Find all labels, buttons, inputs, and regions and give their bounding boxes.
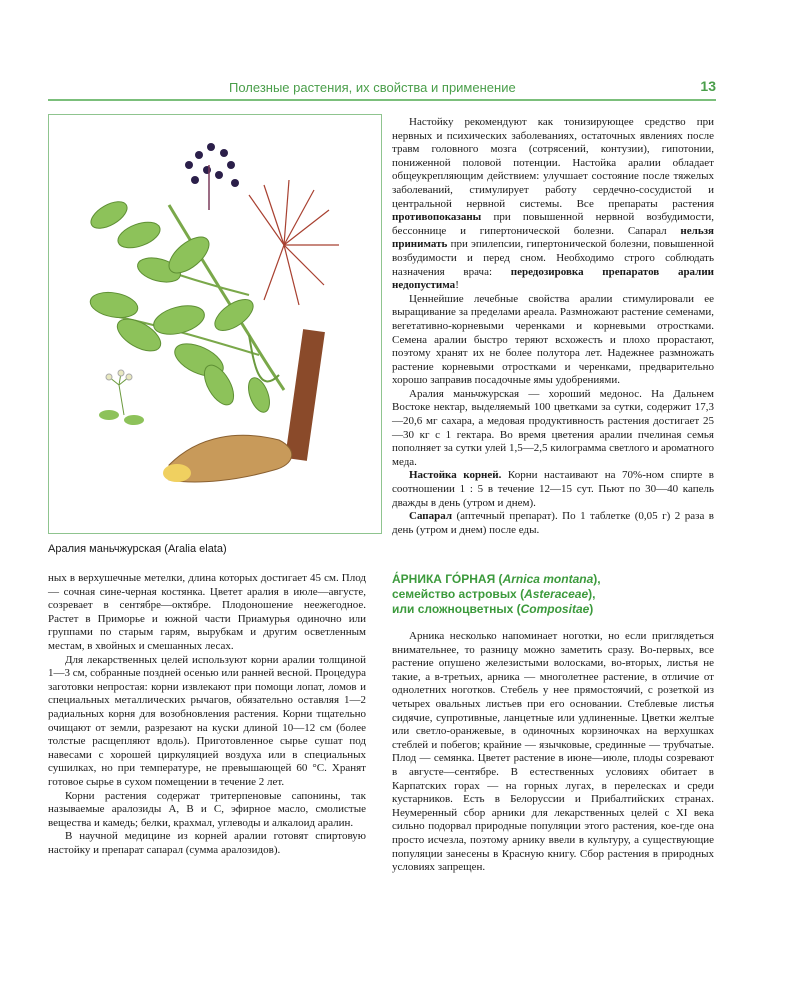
paragraph: Корни растения содержат тритерпеновые сапонины, так называемые аралозиды А, В и С, эфирное масло, смолистые вещества и камедь; белки, крахмал, углеводы и алкалоид аралин. <box>48 789 366 829</box>
header-rule <box>48 99 716 101</box>
right-column-top <box>392 116 714 537</box>
paragraph: Настойка корней. Корни настаивают на 70%-ном спирте в соотношении 1 : 5 в течение 12—15 сут. Пьют по 30—40 капель дважды в день (утром и днем). <box>392 469 714 509</box>
paragraph: Ценнейшие лечебные свойства аралии стимулировали ее выращивание за пределами ареала. Размножают растение семенами, вегетативно-корневыми черенками и корневыми отростками. Семена аралии быстро теряют всхожесть и плохо прорастают, поэтому хранят их не более полутора лет. Надежнее размножать растение корневыми отростками и черенками, предварительно хорошо заправив посадочные ямы удобрениями. <box>392 292 714 387</box>
aralia-illustration <box>48 114 382 534</box>
left-column <box>48 572 366 857</box>
paragraph: Настойку рекомендуют как тонизирующее средство при нервных и психических заболеваниях, остаточных явлениях после травм головного мозга (сотрясений, контузии), гипотонии, пониженной половой потенции. Настойка аралии обладает общеукрепляющим действием: улучшает состояние после тяжелых заболеваний, стимулирует работу сердечно-сосудистой и центральной нервной системы. Все препараты растения противопоказаны при повышенной нервной возбудимости, бессоннице и гипертонической болезни. Сапарал нельзя принимать при эпилепсии, гипертонической болезни, повышенной возбудимости и перед сном. Необходимо строго соблюдать назначения врача: передозировка препаратов аралии недопустима! <box>392 116 715 292</box>
paragraph: Для лекарственных целей используют корни аралии толщиной 1—3 см, собранные поздней осенью или ранней весной. Процедура заготовки непростая: корни извлекают при помощи лопат, ломов и специальных металлических рычагов, обязательно оставляя 1—2 радиальных корня для возобновления растения. Корни тщательно очищают от земли, разрезают на куски длиной 10—12 см (более толстые расщепляют вдоль). Приготовленное сырье сушат под навесами с хорошей циркуляцией воздуха или в специальных сушилках, но при температуре, не превышающей 60 °С. Хранят готовое сырье в сухом помещении в течение 2 лет. <box>48 653 367 788</box>
paragraph: В научной медицине из корней аралии готовят спиртовую настойку и препарат сапарал (сумма аралозидов). <box>48 830 366 856</box>
right-column-bottom <box>392 630 714 875</box>
paragraph: Арника несколько напоминает ноготки, но если приглядеться внимательнее, то разницу можно заметить сразу. Во-первых, все растение опушено железистыми волосками, во-вторых, листья не такие, а в-третьих, арника — многолетнее растение, в отличие от однолетних ноготков. Стебель у нее прямостоячий, с розеткой из четырех овальных листьев при его основании. Стеблевые листья сидячие, супротивные, ланцетные или удлиненные. Цветки желтые или светло-оранжевые, в одиночных корзиночках на верхушках стеблей и побегов; крайние — язычковые, срединные — трубчатые. Плод — семянка. Цветет растение в июне—июле, плоды созревают в августе—сентябре. В естественных условиях обитает в Карпатских горах — на горных лугах, в перелесках и среди кустарников. Есть в Белоруссии и Прибалтийских странах. Неумеренный сбор арники для лекарственных целей с XI века сильно подорвал природные популяции этого растения, кое-где она просто исчезла, поэтому арнику ввели в культуру, а существующие популяции занесены в Красную книгу. Сбор растения в природных условиях запрещен. <box>392 630 714 874</box>
paragraph: Аралия маньчжурская — хороший медонос. На Дальнем Востоке нектар, выделяемый 100 цветками за сутки, содержит 17,3—20,6 мг сахара, а медовая продуктивность растения достигает 25—30 кг с 1 гектара. Во время цветения аралии пчелиная семья пополняет за сутки улей 1,5—2,5 килограмма светлого и ароматного меда. <box>392 387 714 468</box>
section-heading-arnica: А́РНИКА ГО́РНАЯ (Arnica montana), семейство астровых (Asteraceae), или сложноцветных (Compositae) <box>392 572 601 616</box>
paragraph: Сапарал (аптечный препарат). По 1 таблетке (0,05 г) 2 раза в день (утром и днем) после еды. <box>392 510 715 536</box>
paragraph: ных в верхушечные метелки, длина которых достигает 45 см. Плод — сочная сине-черная костянка. Цветет аралия в июле—августе, созревает в сентябре—октябре. Плодоношение неежегодное. Растет в Приморье и южной части Приамурья одиночно или группами по старым гарям, вырубкам и другим осветленным местам, в хвойных и смешанных лесах. <box>48 572 366 652</box>
figure-caption: Аралия маньчжурская (Aralia elata) <box>48 543 227 555</box>
page-number: 13 <box>700 78 716 94</box>
running-header-title: Полезные растения, их свойства и применение <box>229 80 516 95</box>
plant-drawing <box>49 115 381 533</box>
